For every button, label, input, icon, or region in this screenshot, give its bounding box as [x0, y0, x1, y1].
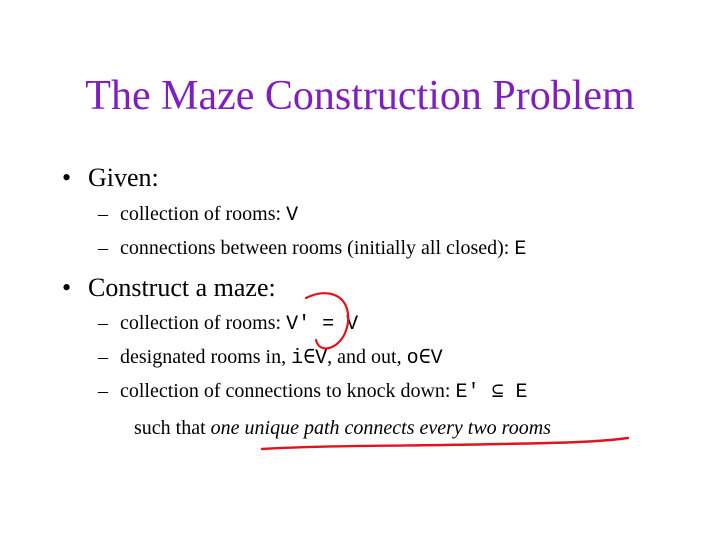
such-that-text: such that: [134, 417, 211, 439]
such-that-italic: one unique path connects every two rooms: [210, 417, 551, 439]
bullet-glyph: •: [62, 273, 72, 302]
given-item-rooms-code: V: [286, 204, 299, 227]
designated-text-a: designated rooms in,: [120, 346, 292, 368]
dash-glyph: –: [98, 203, 108, 225]
designated-text-b: , and out,: [327, 346, 407, 368]
designated-code-in: i∈V: [291, 347, 328, 370]
dash-glyph: –: [98, 312, 108, 334]
dash-glyph: –: [98, 237, 108, 259]
given-item-connections-code: E: [514, 238, 527, 261]
construct-item-rooms-text: collection of rooms:: [120, 312, 287, 334]
slide-title: The Maze Construction Problem: [85, 73, 635, 119]
knockdown-text: collection of connections to knock down:: [120, 380, 456, 402]
given-heading: Given:: [88, 163, 159, 192]
dash-glyph: –: [98, 346, 108, 368]
given-item-rooms-text: collection of rooms:: [120, 203, 287, 225]
construct-heading: Construct a maze:: [88, 273, 276, 302]
designated-code-out: o∈V: [406, 347, 443, 370]
knockdown-code: E′ ⊆ E: [455, 381, 528, 404]
construct-item-rooms-code: V′ = V: [286, 313, 359, 336]
dash-glyph: –: [98, 380, 108, 402]
such-that-line: [134, 413, 551, 443]
given-item-connections-text: connections between rooms (initially all closed):: [120, 237, 515, 259]
bullet-glyph: •: [62, 163, 72, 192]
